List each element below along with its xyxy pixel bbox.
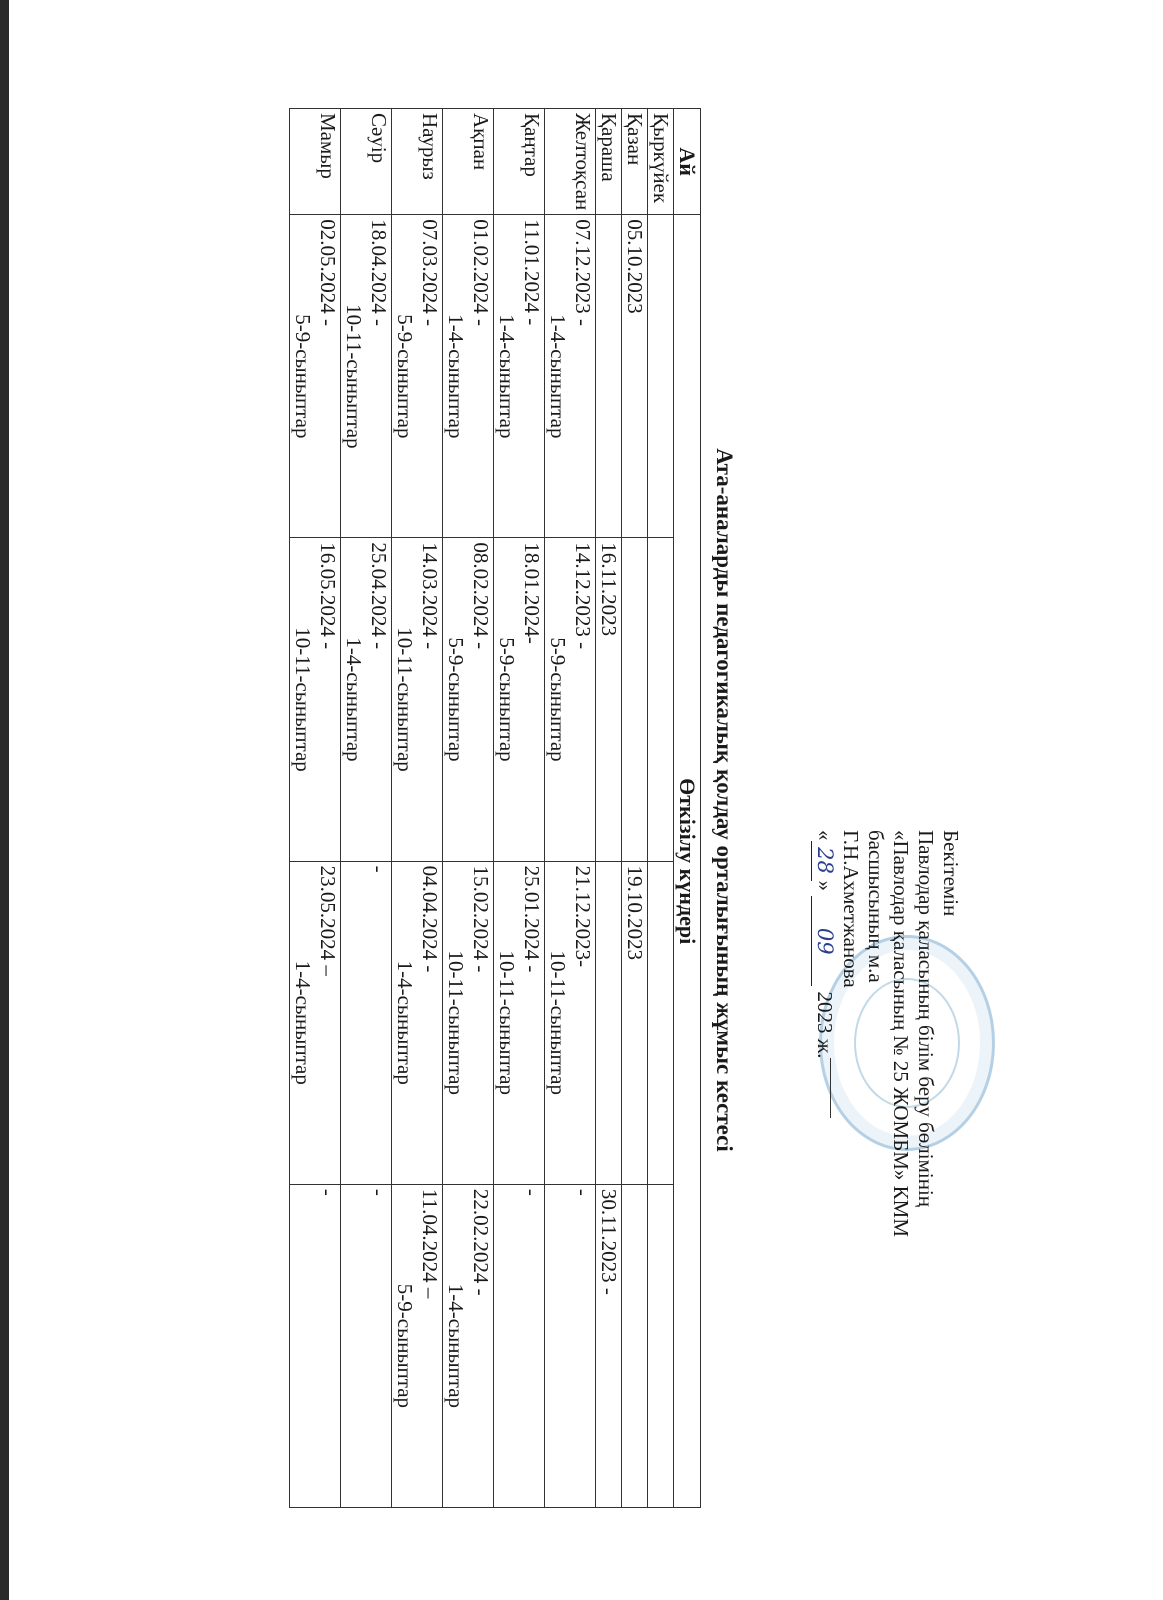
date-text: - (520, 1188, 544, 1196)
date-year: 2023 ж. (813, 991, 837, 1059)
date-cell (622, 1184, 648, 1507)
grade-group-text: 1-4-сыныптар (342, 637, 366, 762)
grade-group-text: 5-9-сыныптар (495, 637, 519, 762)
table-row (341, 109, 392, 1508)
table-row (392, 109, 443, 1508)
grade-group-text: 1-4-сыныптар (546, 314, 570, 439)
grade-group-text: 10-11-сыныптар (444, 950, 468, 1095)
month-cell: Ақпан (443, 109, 494, 215)
date-text: 07.03.2024 - (418, 219, 442, 327)
grade-group-text: 1-4-сыныптар (495, 314, 519, 439)
date-cell (341, 215, 392, 538)
date-cell (622, 861, 648, 1184)
date-cell (596, 861, 622, 1184)
date-cell (392, 861, 443, 1184)
date-cell (596, 538, 622, 861)
date-cell (290, 215, 341, 538)
date-cell (545, 861, 596, 1184)
date-day: 28 (811, 841, 837, 881)
date-cell (545, 1184, 596, 1507)
grade-group-text: 10-11-сыныптар (546, 950, 570, 1095)
approval-heading: Бекітемін (939, 830, 963, 917)
date-cell (443, 538, 494, 861)
grade-group-text: 5-9-сыныптар (546, 637, 570, 762)
date-cell (648, 1184, 674, 1507)
date-text: - (316, 1188, 340, 1196)
schedule-table (289, 108, 701, 1508)
date-cell (341, 538, 392, 861)
table-row (545, 109, 596, 1508)
date-cell (596, 1184, 622, 1507)
header-month: Ай (674, 109, 701, 215)
date-cell (648, 215, 674, 538)
month-cell: Қараша (596, 109, 622, 215)
date-text: 14.12.2023 - (571, 542, 595, 650)
date-text: - (571, 1188, 595, 1196)
date-text: 08.02.2024 - (469, 542, 493, 650)
date-text: 05.10.2023 (623, 219, 647, 314)
approval-date: «28» 09 2023 ж. (813, 830, 837, 1059)
date-cell (341, 1184, 392, 1507)
table-row (443, 109, 494, 1508)
approval-department: Павлодар қаласының білім беру бөлімінің (914, 830, 938, 1208)
date-text: 11.04.2024 – (418, 1188, 442, 1299)
grade-group-text: 1-4-сыныптар (444, 1283, 468, 1409)
date-cell (392, 215, 443, 538)
table-row (290, 109, 341, 1508)
date-cell (648, 861, 674, 1184)
date-cell (622, 215, 648, 538)
date-cell (494, 215, 545, 538)
header-dates: Өткізілу күндері (674, 215, 701, 1508)
grade-group-text: 5-9-сыныптар (393, 314, 417, 439)
grade-group-text: 5-9-сыныптар (393, 1283, 417, 1409)
date-cell (290, 538, 341, 861)
page-title: Ата-аналарды педагогикалық қолдау орталығының жұмыс кестесі (712, 448, 737, 1152)
table-header-row (674, 109, 701, 1508)
date-cell (494, 1184, 545, 1507)
date-text: 18.04.2024 - (367, 219, 391, 327)
date-text: 02.05.2024 - (316, 219, 340, 327)
grade-group-text: 1-4-сыныптар (291, 960, 315, 1085)
date-text: 07.12.2023 - (571, 219, 595, 327)
table-row (648, 109, 674, 1508)
grade-group-text: 5-9-сыныптар (444, 637, 468, 762)
month-cell: Сәуір (341, 109, 392, 215)
date-cell (545, 538, 596, 861)
grade-group-text: 1-4-сыныптар (393, 960, 417, 1085)
table-row (622, 109, 648, 1508)
date-cell (596, 215, 622, 538)
date-cell (443, 861, 494, 1184)
month-cell: Қыркүйек (648, 109, 674, 215)
date-cell (290, 861, 341, 1184)
grade-group-text: 10-11-сыныптар (342, 304, 366, 449)
date-text: 19.10.2023 (623, 865, 647, 961)
month-cell: Қазан (622, 109, 648, 215)
date-month: 09 (811, 896, 837, 986)
date-text: 30.11.2023 - (597, 1188, 621, 1295)
date-text: 23.05.2024 – (316, 865, 340, 976)
date-text: 25.01.2024 - (520, 865, 544, 973)
date-cell (545, 215, 596, 538)
date-text: 21.12.2023- (571, 865, 595, 968)
date-text: 15.02.2024 - (469, 865, 493, 973)
grade-group-text: 10-11-сыныптар (393, 627, 417, 772)
date-text: 11.01.2024 - (520, 219, 544, 326)
month-cell: Желтоқсан (545, 109, 596, 215)
grade-group-text: 10-11-сыныптар (291, 627, 315, 772)
month-cell: Қаңтар (494, 109, 545, 215)
date-text: 25.04.2024 - (367, 542, 391, 650)
date-text: 14.03.2024 - (418, 542, 442, 650)
date-text: - (367, 865, 391, 873)
table-row (494, 109, 545, 1508)
date-cell (392, 1184, 443, 1507)
date-cell (494, 538, 545, 861)
month-cell: Наурыз (392, 109, 443, 215)
grade-group-text: 10-11-сыныптар (495, 950, 519, 1095)
date-text: 16.05.2024 - (316, 542, 340, 650)
date-text: 18.01.2024- (520, 542, 544, 644)
approval-block (811, 830, 963, 1237)
grade-group-text: 5-9-сыныптар (291, 314, 315, 439)
date-text: - (367, 1188, 391, 1196)
date-cell (341, 861, 392, 1184)
date-text: 04.04.2024 - (418, 865, 442, 973)
date-cell (392, 538, 443, 861)
approval-position: басшысының м.а (864, 830, 888, 983)
date-cell (443, 1184, 494, 1507)
month-cell: Мамыр (290, 109, 341, 215)
signature-line (830, 1058, 853, 1118)
grade-group-text: 1-4-сыныптар (444, 314, 468, 439)
date-cell (290, 1184, 341, 1507)
date-cell (622, 538, 648, 861)
date-cell (648, 538, 674, 861)
date-text: 22.02.2024 - (469, 1188, 493, 1296)
date-cell (443, 215, 494, 538)
date-text: 01.02.2024 - (469, 219, 493, 327)
approval-name: Г.Н.Ахметжанова (839, 830, 863, 988)
date-cell (494, 861, 545, 1184)
date-text: 16.11.2023 (597, 542, 621, 637)
approval-school: «Павлодар қаласының № 25 ЖОМБМ» КММ (889, 830, 913, 1238)
table-row (596, 109, 622, 1508)
